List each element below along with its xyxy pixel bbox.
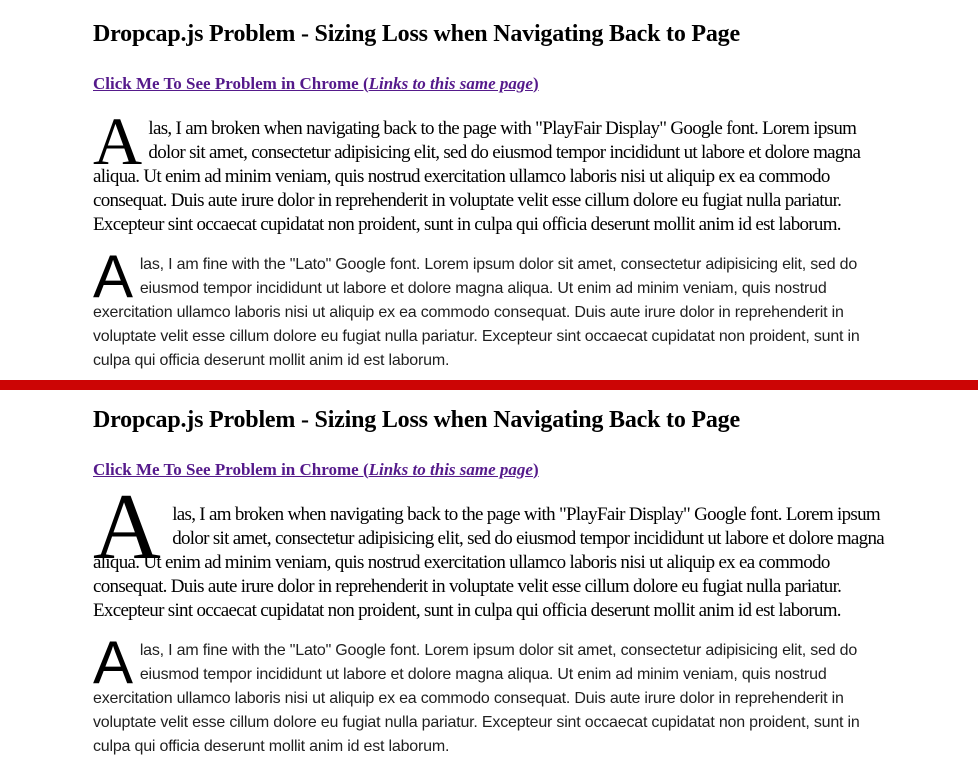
- problem-link-italic-text: Links to this same page: [368, 460, 533, 479]
- section-top-content: [93, 0, 885, 373]
- problem-link-italic-text: Links to this same page: [368, 74, 533, 93]
- page-title: Dropcap.js Problem - Sizing Loss when Navigating Back to Page: [93, 21, 740, 47]
- problem-link-text: Click Me To See Problem in Chrome (: [93, 460, 369, 479]
- paragraph-lato-text: las, I am fine with the "Lato" Google font. Lorem ipsum dolor sit amet, consectetur adipisicing elit, sed do eiusmod tempor incididunt ut labore et dolore magna aliqua. Ut enim ad minim veniam, quis nostrud exercitation ullamco laboris nisi ut aliquip ex ea commodo consequat. Duis aute irure dolor in reprehenderit in voluptate velit esse cillum dolore eu fugiat nulla pariatur. Excepteur sint occaecat cupidatat non proident, sunt in culpa qui officia deserunt mollit anim id est laborum.: [93, 256, 860, 369]
- paragraph-playfair: [93, 475, 885, 623]
- section-top: [0, 0, 978, 380]
- problem-demo-link[interactable]: [93, 74, 539, 93]
- dropcap-letter-serif-enlarged: A: [93, 475, 161, 579]
- paragraph-playfair-text: las, I am broken when navigating back to the page with "PlayFair Display" Google font. Lorem ipsum dolor sit amet, consectetur adipisicing elit, sed do eiusmod tempor incididunt ut labore et dolore magna aliqua. Ut enim ad minim veniam, quis nostrud exercitation ullamco laboris nisi ut aliquip ex ea commodo consequat. Duis aute irure dolor in reprehenderit in voluptate velit esse cillum dolore eu fugiat nulla pariatur. Excepteur sint occaecat cupidatat non proident, sunt in culpa qui officia deserunt mollit anim id est laborum.: [93, 118, 861, 235]
- problem-link-close-paren: ): [532, 74, 539, 93]
- paragraph-playfair: [93, 103, 885, 237]
- dropcap-letter-sans: A: [93, 243, 133, 310]
- section-bottom: [0, 390, 978, 774]
- red-divider: [0, 380, 978, 390]
- link-line: [93, 460, 885, 481]
- dropcap-letter-sans: A: [93, 629, 133, 696]
- section-bottom-content: [93, 390, 885, 759]
- paragraph-lato: [93, 243, 885, 373]
- link-line: [93, 74, 885, 95]
- paragraph-lato: [93, 629, 885, 759]
- problem-link-close-paren: ): [532, 460, 539, 479]
- problem-link-text: Click Me To See Problem in Chrome (: [93, 74, 369, 93]
- paragraph-lato-text: las, I am fine with the "Lato" Google font. Lorem ipsum dolor sit amet, consectetur adipisicing elit, sed do eiusmod tempor incididunt ut labore et dolore magna aliqua. Ut enim ad minim veniam, quis nostrud exercitation ullamco laboris nisi ut aliquip ex ea commodo consequat. Duis aute irure dolor in reprehenderit in voluptate velit esse cillum dolore eu fugiat nulla pariatur. Excepteur sint occaecat cupidatat non proident, sunt in culpa qui officia deserunt mollit anim id est laborum.: [93, 642, 860, 755]
- problem-demo-link[interactable]: [93, 460, 539, 479]
- page-title: Dropcap.js Problem - Sizing Loss when Navigating Back to Page: [93, 407, 740, 433]
- paragraph-playfair-text: las, I am broken when navigating back to the page with "PlayFair Display" Google font. Lorem ipsum dolor sit amet, consectetur adipisicing elit, sed do eiusmod tempor incididunt ut labore et dolore magna aliqua. Ut enim ad minim veniam, quis nostrud exercitation ullamco laboris nisi ut aliquip ex ea commodo consequat. Duis aute irure dolor in reprehenderit in voluptate velit esse cillum dolore eu fugiat nulla pariatur. Excepteur sint occaecat cupidatat non proident, sunt in culpa qui officia deserunt mollit anim id est laborum.: [93, 504, 885, 621]
- dropcap-letter-serif: A: [93, 103, 142, 179]
